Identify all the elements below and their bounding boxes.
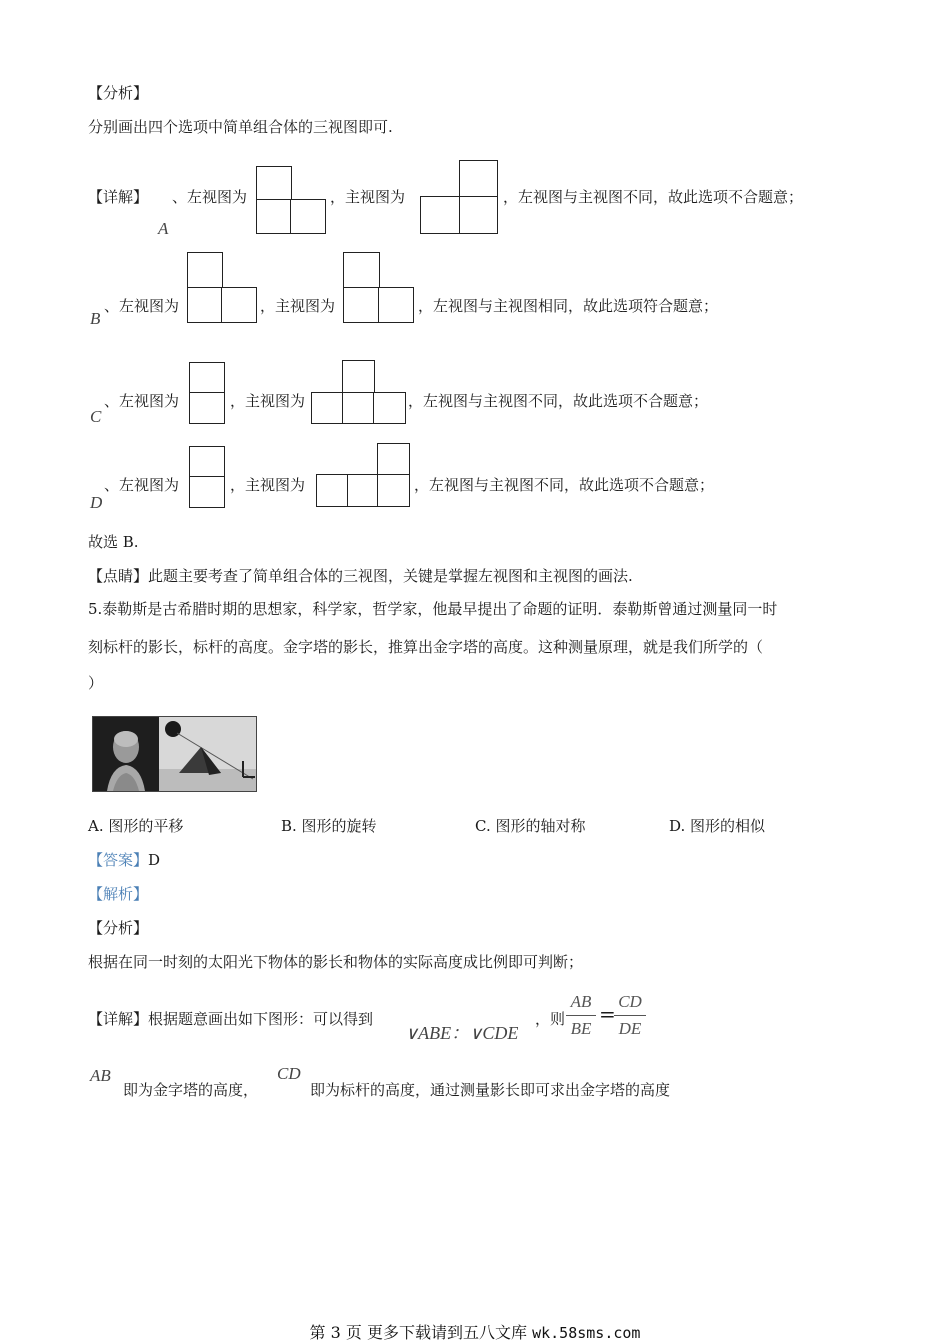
choice-b: B. 图形的旋转 [281, 817, 377, 835]
answer-line [88, 849, 160, 870]
analysis-title: 【分析】 [88, 84, 149, 102]
comment-line: 【点睛】此题主要考查了简单组合体的三视图，关键是掌握左视图和主视图的画法. [88, 567, 633, 585]
final-text-1: 即为金字塔的高度， [123, 1081, 259, 1099]
footer-text: 第 3 页 更多下载请到五八文库 [309, 1323, 533, 1342]
q5-line-3: ） [88, 674, 104, 692]
analysis2-text: 根据在同一时刻的太阳光下物体的影长和物体的实际高度成比例即可判断； [88, 953, 584, 971]
page-footer [0, 1320, 950, 1343]
option-c-main-prefix: ，主视图为 [230, 392, 306, 410]
thales-pyramid-illustration [93, 717, 256, 791]
option-d-left-prefix: 、左视图为 [104, 476, 180, 494]
option-a-letter: A [158, 219, 169, 238]
fraction-ab-be-numerator: AB [570, 992, 592, 1011]
option-b-conclusion: ，左视图与主视图相同，故此选项符合题意； [418, 297, 719, 315]
final-cd: CD [277, 1064, 301, 1083]
option-d-main-prefix: ，主视图为 [230, 476, 306, 494]
option-c-letter: C [90, 407, 102, 426]
final-ab: AB [90, 1066, 111, 1085]
answer-label: 【答案】 [88, 851, 149, 869]
option-d-letter: D [90, 493, 103, 512]
option-c-conclusion: ，左视图与主视图不同，故此选项不合题意； [408, 392, 709, 410]
fraction-cd-de-denominator: DE [618, 1019, 642, 1038]
fraction-ab-be-denominator: BE [570, 1019, 592, 1038]
footer-url[interactable]: wk.58sms.com [532, 1324, 641, 1342]
choice-c: C. 图形的轴对称 [475, 817, 586, 835]
option-b-main-prefix: ，主视图为 [260, 297, 336, 315]
q5-line-2: 刻标杆的影长，标杆的高度。金字塔的影长，推算出金字塔的高度。这种测量原理，就是我们所学的（ [88, 638, 764, 656]
option-b-letter: B [90, 309, 101, 328]
q5-line-1: 5.泰勒斯是古希腊时期的思想家，科学家，哲学家，他最早提出了命题的证明．泰勒斯曾通过测量同一时 [88, 600, 778, 618]
choose-line: 故选 B. [88, 533, 139, 551]
similar-triangles: ∨ABE：∨CDE [405, 1023, 519, 1043]
option-c-left-prefix: 、左视图为 [104, 392, 180, 410]
answer-value: D [148, 851, 161, 869]
fraction-ab-be [566, 992, 596, 1039]
option-a-left-prefix: 、左视图为 [172, 188, 248, 206]
solution-label: 【解析】 [88, 885, 149, 903]
option-d-conclusion: ，左视图与主视图不同，故此选项不合题意； [414, 476, 715, 494]
option-a-main-prefix: ，主视图为 [330, 188, 406, 206]
option-a-conclusion: ，左视图与主视图不同，故此选项不合题意； [503, 188, 804, 206]
final-text-2: 即为标杆的高度，通过测量影长即可求出金字塔的高度 [310, 1081, 671, 1099]
fraction-cd-de-numerator: CD [618, 992, 642, 1011]
detail2-prefix: 【详解】根据题意画出如下图形：可以得到 [88, 1010, 374, 1028]
thales-pyramid-photo [92, 716, 257, 792]
detail-label: 【详解】 [88, 188, 149, 206]
fraction-cd-de [614, 992, 646, 1039]
option-b-left-prefix: 、左视图为 [104, 297, 180, 315]
equals-sign: = [599, 1002, 616, 1026]
analysis2-title: 【分析】 [88, 919, 149, 937]
detail2-then: ，则 [535, 1010, 566, 1028]
choice-a: A. 图形的平移 [88, 817, 184, 835]
analysis-text: 分别画出四个选项中简单组合体的三视图即可. [88, 118, 393, 136]
choice-d: D. 图形的相似 [669, 817, 766, 835]
